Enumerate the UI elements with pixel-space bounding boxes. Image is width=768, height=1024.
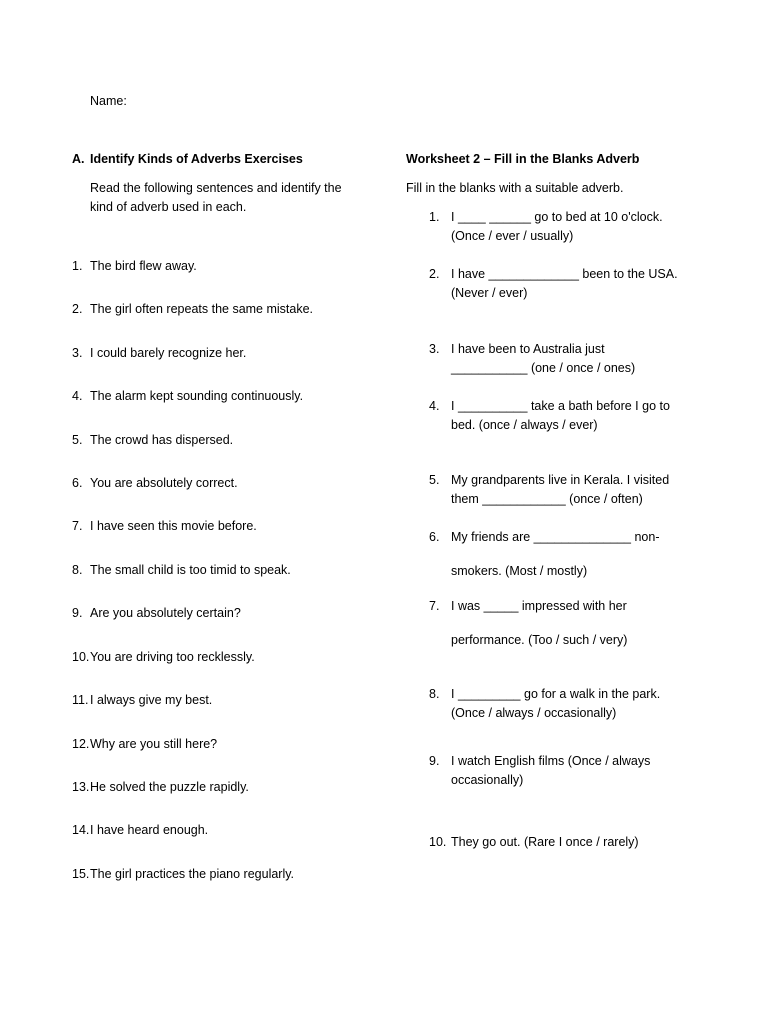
item-text-line-2: them ____________ (once / often) (451, 492, 643, 506)
item-text (451, 208, 701, 246)
item-number: 6. (429, 530, 440, 544)
item-text (451, 833, 701, 852)
item-text (451, 528, 701, 581)
item-number: 9. (72, 606, 83, 620)
item-number: 11. (72, 693, 89, 707)
item-text-line-2: ___________ (one / once / ones) (451, 361, 636, 375)
item-text-line-1: They go out. (Rare I once / rarely) (451, 835, 639, 849)
item-number: 5. (72, 433, 83, 447)
item-text-line-1: I was _____ impressed with her (451, 599, 627, 613)
item-text: The alarm kept sounding continuously. (90, 389, 304, 403)
item-number: 9. (429, 754, 440, 768)
item-text (451, 597, 701, 650)
item-text (451, 340, 701, 378)
item-text (451, 752, 701, 790)
item-text: I could barely recognize her. (90, 346, 247, 360)
name-label: Name: (90, 94, 127, 108)
item-number: 7. (72, 519, 83, 533)
item-number: 7. (429, 599, 440, 613)
item-text: The girl practices the piano regularly. (90, 867, 295, 881)
item-number: 3. (72, 346, 83, 360)
item-text-line-2: performance. (Too / such / very) (451, 633, 628, 647)
item-text-line-1: I __________ take a bath before I go to (451, 399, 670, 413)
item-number: 12. (72, 737, 90, 751)
worksheet-2-title: Worksheet 2 – Fill in the Blanks Adverb (406, 152, 640, 166)
item-number: 1. (429, 210, 440, 224)
item-text (451, 471, 701, 509)
item-text: He solved the puzzle rapidly. (90, 780, 249, 794)
item-text: The small child is too timid to speak. (90, 563, 291, 577)
item-number: 10. (72, 650, 90, 664)
item-text: The bird flew away. (90, 259, 197, 273)
item-text-line-1: I have been to Australia just (451, 342, 605, 356)
worksheet-2-instruction: Fill in the blanks with a suitable adverb. (406, 181, 624, 195)
item-text-line-1: I ____ ______ go to bed at 10 o'clock. (451, 210, 663, 224)
item-text: The girl often repeats the same mistake. (90, 302, 314, 316)
item-text-line-1: I watch English films (Once / always (451, 754, 651, 768)
item-number: 8. (429, 687, 440, 701)
section-a-title: Identify Kinds of Adverbs Exercises (90, 152, 303, 166)
item-number: 14. (72, 823, 90, 837)
item-text (451, 265, 701, 303)
item-number: 2. (429, 267, 440, 281)
item-text (451, 397, 701, 435)
item-text: I always give my best. (90, 693, 213, 707)
item-number: 4. (429, 399, 440, 413)
item-number: 10. (429, 835, 447, 849)
item-number: 15. (72, 867, 90, 881)
section-a-marker: A. (72, 152, 85, 166)
item-text-line-2: (Once / ever / usually) (451, 229, 574, 243)
item-number: 13. (72, 780, 90, 794)
item-text-line-2: smokers. (Most / mostly) (451, 564, 588, 578)
item-text (451, 685, 701, 723)
item-text: You are driving too recklessly. (90, 650, 255, 664)
section-a-instruction: Read the following sentences and identify the kind of adverb used in each. (90, 181, 342, 214)
item-number: 5. (429, 473, 440, 487)
item-number: 6. (72, 476, 83, 490)
item-text-line-1: My grandparents live in Kerala. I visited (451, 473, 670, 487)
item-number: 3. (429, 342, 440, 356)
item-text-line-1: My friends are ______________ non- (451, 530, 660, 544)
item-text: Why are you still here? (90, 737, 218, 751)
item-number: 1. (72, 259, 83, 273)
item-text: Are you absolutely certain? (90, 606, 241, 620)
item-text-line-2: (Once / always / occasionally) (451, 706, 617, 720)
item-text-line-2: occasionally) (451, 773, 524, 787)
item-number: 2. (72, 302, 83, 316)
item-text-line-2: (Never / ever) (451, 286, 528, 300)
item-text-line-2: bed. (once / always / ever) (451, 418, 598, 432)
item-number: 4. (72, 389, 83, 403)
item-text: You are absolutely correct. (90, 476, 238, 490)
item-text: I have heard enough. (90, 823, 209, 837)
item-text: The crowd has dispersed. (90, 433, 234, 447)
item-text-line-1: I _________ go for a walk in the park. (451, 687, 661, 701)
item-text: I have seen this movie before. (90, 519, 257, 533)
item-number: 8. (72, 563, 83, 577)
item-text-line-1: I have _____________ been to the USA. (451, 267, 678, 281)
